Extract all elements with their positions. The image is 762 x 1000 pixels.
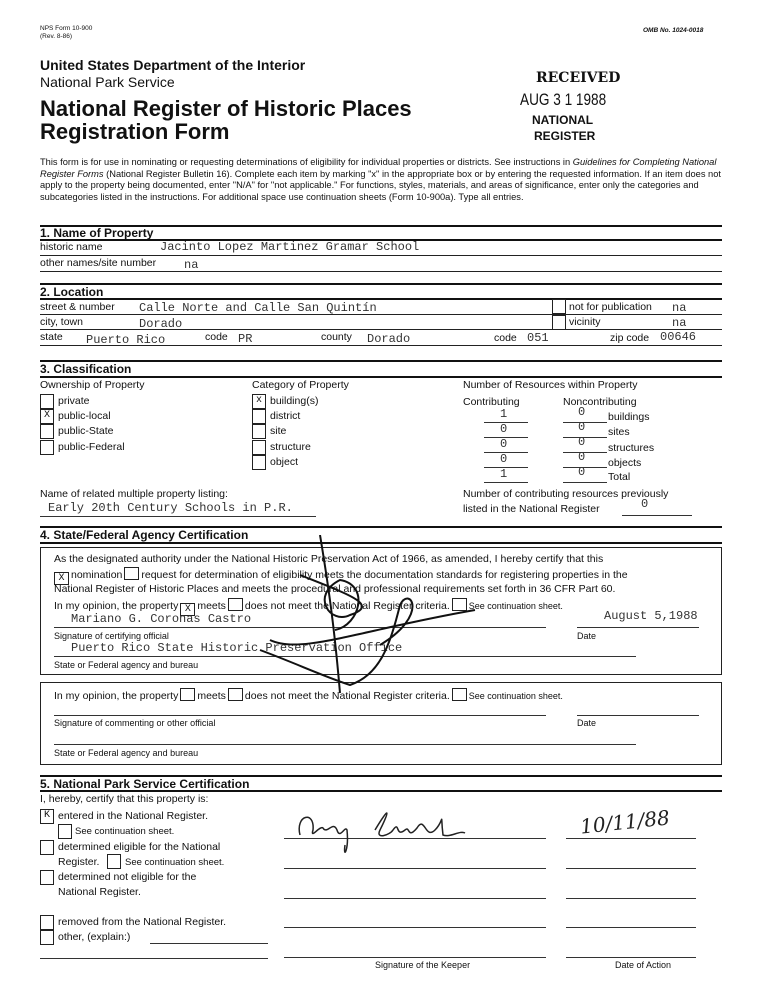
nfp-value: na [672, 301, 687, 315]
entered-checkbox[interactable]: K [40, 809, 54, 824]
structure-checkbox[interactable] [252, 440, 266, 455]
department: United States Department of the Interior [40, 57, 306, 73]
contrib-total: 1 [500, 467, 508, 481]
other-label: other, (explain:) [58, 931, 131, 943]
historic-name-label: historic name [40, 241, 103, 253]
commenting-signature-label: Signature of commenting or other official [54, 718, 216, 728]
public-federal-checkbox[interactable] [40, 440, 54, 455]
street-label: street & number [40, 301, 115, 313]
eligible-continuation-label: See continuation sheet. [125, 857, 225, 868]
keeper-label: Signature of the Keeper [375, 960, 471, 970]
state-code-label: code [205, 331, 228, 343]
vicinity-checkbox[interactable] [552, 315, 566, 330]
instructions: This form is for use in nominating or requesting determinations of eligibility for individual properties or districts. See instructions in Guidelines for Completing National Register Forms (National Register Bulletin 16). Complete each item by marking "x" in the appropriate box or by entering the requested information. If an item does not apply to the property being documented, enter "N/A" for "not applicable." For functions, styles, materials, and areas of significance, enter only the categories and subcategories listed in the instructions. For additional space use continuation sheets (Form 10-900a). Type all entries. [40, 157, 721, 202]
state-label: state [40, 331, 63, 343]
date-of-action-label: Date of Action [615, 960, 672, 970]
structures-label: structures [608, 442, 655, 454]
county-value: Dorado [367, 332, 411, 346]
noncontrib-total: 0 [578, 465, 586, 479]
contrib-buildings: 1 [500, 407, 508, 421]
date-label: Date [577, 631, 597, 641]
street-value: Calle Norte and Calle San Quintín [139, 301, 377, 315]
cert-line-2: X nomination request for determination of eligibility meets the documentation standards for registering properties in the [52, 567, 628, 585]
contributing-label: Contributing [463, 396, 520, 408]
meets-checkbox[interactable]: X [180, 603, 195, 616]
public-state-checkbox[interactable] [40, 424, 54, 439]
contrib-sites: 0 [500, 422, 508, 436]
city-value: Dorado [139, 317, 183, 331]
public-state-label: public-State [58, 425, 114, 437]
object-label: object [270, 456, 299, 468]
noncontrib-structures: 0 [578, 435, 586, 449]
contrib-objects: 0 [500, 452, 508, 466]
contrib-structures: 0 [500, 437, 508, 451]
noncontributing-label: Noncontributing [563, 396, 637, 408]
not-eligible-label-2: National Register. [58, 886, 141, 898]
district-checkbox[interactable] [252, 409, 266, 424]
county-code-label: code [494, 332, 517, 344]
comment-opinion: In my opinion, the property meets does not meet the National Register criteria. See continuation sheet. [54, 690, 563, 702]
public-federal-label: public-Federal [58, 441, 125, 453]
site-label: site [270, 425, 287, 437]
request-checkbox[interactable] [124, 567, 139, 580]
noncontrib-objects: 0 [578, 450, 586, 464]
entered-continuation-label: See continuation sheet. [75, 826, 175, 837]
noncontrib-sites: 0 [578, 420, 586, 434]
object-checkbox[interactable] [252, 455, 266, 470]
vicinity-value: na [672, 316, 687, 330]
agency-value: Puerto Rico State Historic Preservation Office [71, 641, 403, 655]
certifying-signature [240, 535, 500, 695]
removed-checkbox[interactable] [40, 915, 54, 930]
entered-label: entered in the National Register. [58, 810, 209, 822]
ownership-title: Ownership of Property [40, 379, 145, 391]
vicinity-label: vicinity [569, 316, 601, 328]
buildings-label: buildings [608, 411, 650, 423]
public-local-checkbox[interactable]: X [40, 409, 54, 424]
zip-label: zip code [610, 332, 650, 344]
meets-checkbox-2[interactable] [180, 688, 195, 701]
agency-label: State or Federal agency and bureau [54, 660, 199, 670]
determined-eligible-label-2: Register. [58, 856, 100, 868]
section-4-heading: 4. State/Federal Agency Certification [40, 528, 249, 542]
action-date: 10/11/88 [578, 805, 671, 839]
section-5-heading: 5. National Park Service Certification [40, 777, 250, 791]
form-number: NPS Form 10-900 [40, 25, 93, 32]
commenting-date-label: Date [577, 718, 597, 728]
county-label: county [321, 331, 352, 343]
noncontrib-buildings: 0 [578, 405, 586, 419]
form-revision: (Rev. 8-86) [40, 33, 73, 40]
objects-label: objects [608, 457, 642, 469]
building-label: building(s) [270, 395, 319, 407]
category-title: Category of Property [252, 379, 349, 391]
state-code-value: PR [238, 332, 253, 346]
keeper-signature [295, 800, 475, 860]
certification-date: August 5,1988 [604, 609, 698, 623]
public-local-label: public-local [58, 410, 111, 422]
private-label: private [58, 395, 90, 407]
service: National Park Service [40, 74, 175, 90]
previously-listed-value: 0 [641, 497, 649, 511]
related-listing-value: Early 20th Century Schools in P.R. [48, 501, 293, 515]
omb-number: OMB No. 1024-0018 [643, 27, 704, 34]
section-3-heading: 3. Classification [40, 362, 132, 376]
related-listing-label: Name of related multiple property listing: [40, 488, 228, 500]
private-checkbox[interactable] [40, 394, 54, 409]
not-for-publication-checkbox[interactable] [552, 299, 566, 314]
building-checkbox[interactable]: x [252, 394, 266, 409]
signature-label: Signature of certifying official [54, 631, 169, 641]
historic-name-value: Jacinto Lopez Martinez Gramar School [160, 240, 420, 254]
stamp-register: REGISTER [534, 129, 596, 143]
previously-listed-label: Number of contributing resources previously [463, 488, 669, 500]
determined-eligible-label: determined eligible for the National [58, 841, 221, 853]
received-stamp: RECEIVED [536, 70, 621, 86]
other-names-label: other names/site number [40, 257, 157, 269]
state-value: Puerto Rico [86, 333, 166, 347]
total-label: Total [608, 471, 631, 483]
county-code-value: 051 [527, 331, 549, 345]
received-date: AUG 3 1 1988 [520, 90, 607, 109]
city-label: city, town [40, 316, 83, 328]
section-2-heading: 2. Location [40, 285, 104, 299]
sites-label: sites [608, 426, 630, 438]
determined-not-eligible-checkbox[interactable] [40, 870, 54, 885]
commenting-agency-label: State or Federal agency and bureau [54, 748, 199, 758]
stamp-national: NATIONAL [532, 113, 594, 127]
cert-opinion: In my opinion, the property X meets does not meet the National Register criteria. See continuation sheet. [54, 600, 563, 615]
cert-line-3: National Register of Historic Places and meets the procedural and professional requirements set forth in 36 CFR Part 60. [54, 583, 616, 595]
previously-listed-label-2: listed in the National Register [463, 503, 600, 515]
eligible-continuation-checkbox[interactable] [107, 854, 121, 869]
nps-intro: I, hereby, certify that this property is: [40, 793, 209, 805]
zip-value: 00646 [660, 330, 697, 344]
not-eligible-label: determined not eligible for the [58, 871, 197, 883]
section-1-heading: 1. Name of Property [40, 226, 154, 240]
certifying-official-name: Mariano G. Coronas Castro [71, 612, 252, 626]
removed-label: removed from the National Register. [58, 916, 227, 928]
other-checkbox[interactable] [40, 930, 54, 945]
site-checkbox[interactable] [252, 424, 266, 439]
cert-line-1: As the designated authority under the National Historic Preservation Act of 1966, as amended, I hereby certify that this [54, 553, 604, 565]
entered-continuation-checkbox[interactable] [58, 824, 72, 839]
nomination-checkbox[interactable]: X [54, 572, 69, 585]
district-label: district [270, 410, 301, 422]
nfp-label: not for publication [569, 301, 652, 313]
page-title: National Register of Historic Places Registration Form [40, 96, 412, 144]
resources-title: Number of Resources within Property [463, 379, 638, 391]
other-names-value: na [184, 258, 199, 272]
determined-eligible-checkbox[interactable] [40, 840, 54, 855]
structure-label: structure [270, 441, 311, 453]
